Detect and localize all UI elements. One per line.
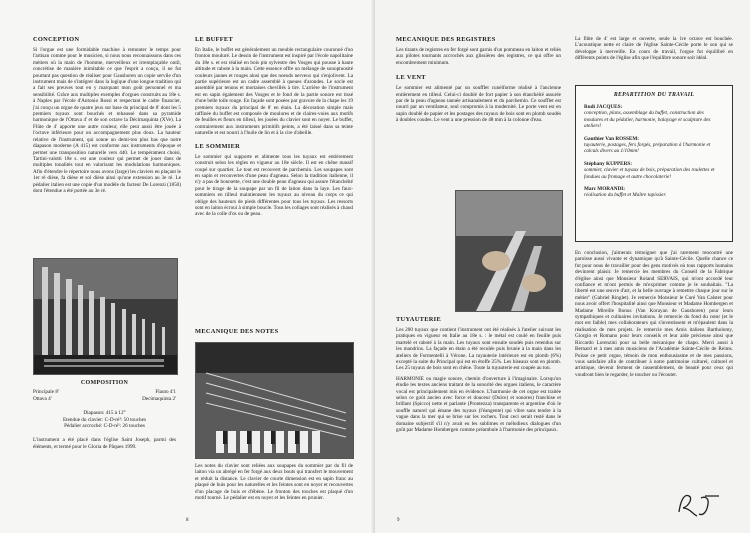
sommier-text: Le sommier qui supporte et alimente tous les tuyaux est entièrement construit selon les règles en vigueur au 18e siècle. Il est en chêne massif coupé sur quartier. Le tout est recouvert de parchemin. Les soupapes sont en sapin et recouvertes d'une peau d'agneau. Selon la tradition italienne, il n'y a pas de boursette, c'est une double peau d'agneau qui assure l'étanchéité pour le tirage de la soupape par un fil de laiton dans la laye. Les faux-sommiers en tilleul maintiennent les tuyaux au niveau du corps ce qui oblige des hauteurs de pieds différentes pour tous les tuyaux. Les ressorts sont en laiton écroui à simple boucle. Tous les collages sont réalisés à chaud avec de la colle d'os ou de peau.	[195, 153, 353, 218]
conclusion-text: En conclusion, j'aimerais témoigner que j'ai rarement rencontré une paroisse aussi vivante et dynamique qu'à Sainte-Cécile. Quelle chance ce fut pour nous de travailler pour des gens motivés où tous rapports humains devinrent plaisir. Je remercie les membres du Conseil de la Fabrique d'église ainsi que Monsieur Roland SERVAIS, qui m'ont accordé leur confiance et m'ont permis de m'exprimer comme je le souhaitais. "La liberté est une œuvre d'art, et la belle ouvrage à remettre chaque jour sur le métier" (Gabriel Ringlet). Je remercie Monsieur le Curé Van Calster pour nous avoir offert l'hospitalité ainsi que Monsieur et Madame Hombergen et Madame Mireille Bonus (Van Korayan de Gaushoren) pour leurs sympathiques et culinaires invitations. Je remercie du fond du cœur (et le mot est faible) mes collaborateurs qui s'investissent et m'épaulent dans la réalisation de mes projets. Je remercie mes Amis italiens Bartholomy, Giorgio et Romano pour leurs conseils et leur aide précieuse ainsi que Riccardo Lorenzini pour sa belle mécanique de chapo. Merci aussi à Bernard et à mes amis musiciens de l'Académie Sainte-Cécile de Reims. Puisse ce petit orgue, témoin de mon enthousiasme et de mes passions, vous satisfaire afin de contribuer à notre patrimoine culturel, culturel et artistique, devenir ferment de rassemblement, de beauté pour ceux qui voudront bien le regarder, le toucher ou l'écouter.	[575, 250, 733, 378]
stop-principale: Principale 8'	[33, 389, 59, 396]
worker-name: Marc MORANDI:	[584, 186, 625, 193]
worker-role: tuyauterie, postages, fers forgés, préparation à l'harmonie et calculs divers au 1/10mm!	[584, 142, 711, 155]
organ-pipes-image	[34, 259, 177, 374]
organ-interior-image	[196, 343, 353, 458]
organ-interior-photo	[195, 342, 354, 459]
buffet-text: En Italie, le buffet est généralement un meuble rectangulaire couronné d'un fronton mouluré. Le dessin de l'instrument est inspiré par l'école napolitaine du 18e s. et est réalisé en bois pin sylvestre des Vosges qui pousse à haute altitude et rabote à la main. Cette essence offre un mélange de sonoptuosité couleurs jaunes et rouges ainsi que des noeuds nerveux qui s'enjolivent. La partie supérieure est un cadre assemblé à queues d'arondes. Le socle est assemblé par tenons et mortaises chevillés à tire. L'arrière de l'instrument est en sapin également des Vosges et le fond de la partie sonore est tissé d'une belle toile rouge. En façade sont posées par gravure de la chape les 19 premiers tuyaux du principal de 8' en étain. La décoration simple mais raffinée du buffet est composée de moulures et de claires-voies aux motifs de feuilles et fleurs en tilleul, les jouées du clavier sont en noyer. Le buffet, contrairement aux instruments primitifs peints, a été laissé dans sa teinte naturelle et est nourri à l'huile de lin et à la cire d'abeille.	[195, 47, 353, 137]
worker-entry	[584, 186, 724, 199]
signature-scribble	[675, 488, 730, 520]
worker-name: Gauthier Van ROSSEM:	[584, 135, 639, 142]
worker-role: réalisation du buffet et Maître tapissier.	[584, 192, 667, 199]
page-number-left: 8	[186, 518, 189, 523]
etendue-pedal-text: Pédalier accroché: C-D-ré¹: 26 touches	[64, 423, 145, 430]
tuyauterie-column	[396, 316, 561, 523]
composition-block	[33, 380, 176, 480]
repartition-box	[575, 85, 733, 242]
organ-pipes-photo	[33, 258, 178, 375]
buffet-heading: LE BUFFET	[195, 36, 234, 43]
stop-decimaquinta: Decimaquinta 2'	[142, 395, 176, 402]
tuyauterie-heading: TUYAUTERIE	[396, 316, 442, 323]
flute-text: La flûte de 4' est large et ouverte, seule la 1re octave est bouchée. L'acoustique nette et claire de l'église Sainte-Cécile porte le son qui se développe à merveille. En cours de travail, l'orgue fut équilibré en différents points de l'église afin que l'équilibre sonore soit idéal.	[575, 36, 733, 62]
composition-note: L'instrument a été placé dans l'église Saint Joseph, parmi des éléments, et termé pour le Gloria de Pâques 1999.	[33, 437, 176, 450]
stops-row-2	[33, 396, 176, 402]
etendue-manual-text: Etendue du clavier: C-D-ré³: 50 touches	[63, 416, 146, 423]
conception-text: Si l'orgue est une formidable machine à remonter le temps pour l'artisan comme pour le musicien, si nous nous reconnaissons dans ces métiers où la main de l'homme, merveilleux et irremplaçable outil, concrétise de manière inimitable ce que l'esprit a conçu, il ne fut pourtant pas question de réaliser pour Gaushoren un copie servile d'un instrument mais de s'intégrer dans la logique d'une longue tradition qui a fait ses preuves tout en y marquant mon goût personnel et ma sensibilité. Grâce aux multiples exemples d'orgues construits au 18e s. à Naples par l'école d'Antonio Rossi et respectant le cadre financier, j'ai conçu un orgue de quatre jeux sur base du principal de 8' dont les 5 premiers tuyaux sont bouchés et rehaussé dans sa pyramide harmonique de l'Ottava 4' et de son octave la Décimaquinta (XVe). La Flûte de 4' apporte une autre couleur, elle peut aussi être jouée à l'octave inférieure pour un accompagnement plus doux. La hauteur relative de l'instrument, qui sonne un demi-ton plus bas que notre diapason moderne (A 415) est conforme aux instruments d'époque et permet une transposition naturelle vers 440. Le tempérament choisi, Tartini-valotti 18e s. est une couleur qui permet de jouer dans de multiples tonalités tout en valorisant les modulations harmoniques. Afin d'étendre le répertoire nous avons (large) les claviers en plaçant le 1er ré dièse, fa dièse et sol dièse ainsi qu'une extension au 3e ré. Le pédalier italien est une copie d'un modèle du facteur De Lorenzi (1850) dont l'étendue a été portée au 3e ré.	[33, 47, 181, 194]
sommier-heading: LE SOMMIER	[195, 142, 241, 150]
right-page	[375, 0, 750, 533]
pipe-voicing-photo	[455, 190, 563, 312]
conception-heading: CONCEPTION	[33, 36, 80, 43]
worker-name: Stéphany KUPPERS:	[584, 160, 632, 167]
registres-heading: MECANIQUE DES REGISTRES	[396, 36, 496, 43]
diapason-text: Diapason: 415 à 12°	[83, 410, 126, 417]
worker-entry	[584, 136, 724, 155]
page-number-right: 9	[397, 518, 400, 523]
worker-entry	[584, 104, 724, 130]
flute-text-block	[575, 36, 733, 81]
signature	[675, 488, 730, 520]
stop-ottava: Ottava 4'	[33, 395, 52, 402]
harmonie-text: HARMONIE ou magie sonore, chemin d'ouverture à l'imaginaire. Lorsqu'on étudie les textes anciens traitant de la sonorité des orgues italiens, le caractère vocal est principalement mis en évidence. L'harmonie de cet orgue est traitée selon ce goût ancien avec force et douceur (Dulce) et sonores) franchise et brillant (Spicco) nette et parlante (Prontezza) transparente et argentine d'où le souffle naturel qui émane des tuyaux (l'éangente) qui vibre sans tendre à la vague dans la mer qui se brise sur les rochers. Tout ceci serait resté dans le domaine subjectif s'il n'y avait eu les sublimes et mélodieux dialogues d'un goût par Madame Hombergen comme préambule à l'harmonie des principaux.	[396, 375, 561, 434]
notes-text: Les notes du clavier sont reliées aux soupapes du sommier par du fil de laiton via un abrégé en fer forgé aux deux bouts qui transfert le mouvement et réduit la distance. Le clavier de courte dimension est en sapin franc au plaqué de buis pour les naturelles et les feintes sont en noyer et recouvertes d'un placage de buis et d'ébène. Le fronton des touches est plaqué d'un motif tourné. Le pédalier est en noyer et les feintes en prunier.	[195, 463, 353, 502]
worker-role: conception, plans, assemblage du buffet, construction des moulures et du pédalier, harmonie, balayage et sculpture des ateliers!	[584, 110, 711, 130]
conception-column	[33, 36, 181, 248]
notes-text-block	[195, 463, 353, 523]
worker-name: Rudi JACQUES:	[584, 104, 623, 110]
registres-vent-column	[396, 36, 561, 206]
vent-text: Le sommier est alimenté par un soufflet cunéiforme réalisé à l'ancienne entièrement en tilleul. Celui-ci doublé de fort papier à son étanchéité assurée par de la peau d'agneau tannée artisanalement et du parchemin. Ce soufflet est nourri par un ventilateur, seul compromis à la modernité. Le porte vent est en sapin doublé de papier et les postages des tuyaux de bois sont en plomb soudés à doubles coudes. Le vent a une pression de 48 mm à la colonne d'eau.	[396, 85, 561, 124]
registres-text: Les tirants de registres en fer forgé sont garnis d'un pommeau en laiton et reliés aux pilotes tournants accrochés aux glissières des registres, ce qui offre un encombrement minimum.	[396, 47, 561, 66]
buffet-sommier-column	[195, 36, 353, 326]
conclusion-column	[575, 250, 733, 495]
worker-entry	[584, 161, 724, 180]
notes-heading: MECANIQUE DES NOTES	[195, 328, 279, 335]
repartition-title: REPARTITION DU TRAVAIL	[613, 92, 695, 98]
notes-heading-block	[195, 328, 353, 343]
pipe-voicing-image	[456, 191, 562, 311]
vent-heading: LE VENT	[396, 74, 426, 82]
composition-heading: COMPOSITION	[80, 380, 129, 386]
tuyauterie-text: Les 200 tuyaux que contient l'instrument ont été réalisés à l'atelier suivant les pratiques en vigueur en Italie au 18e s. : le métal est coulé en feuille puis martelé et raboté à la main. Les tuyaux sont ensuite soudés puis retendus sur les mandrins. La façade en étain a été reculée puis brunie à la main dans les ateliers de Formentelli à Vérone. La tuyauterie intérieure est en plomb (6%) excepté la suite du Principal qui est en étoffe 25%. Les biseaux sont en plomb. Les 25 tuyaux de bois sont en chêne. Toute la tuyauterie est coupée au ton.	[396, 327, 561, 372]
stop-flauto: Flauto 4'1	[155, 389, 176, 396]
worker-role: sommier, clavier et tuyaux de bois, préparation des roulettes et fondues au fromage et autre chocolaterie!	[584, 167, 715, 180]
